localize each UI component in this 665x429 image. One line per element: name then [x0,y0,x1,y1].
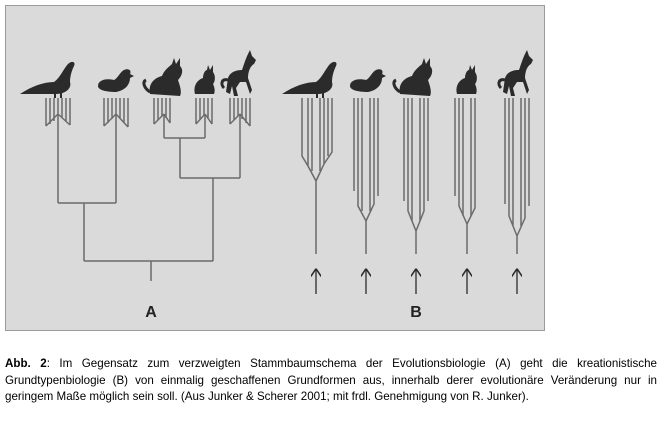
small-cat-icon [194,65,214,94]
cat-icon [394,58,432,96]
duck-icon [98,69,134,92]
lineages-b [302,98,529,254]
cat-icon [144,58,182,96]
lineage-horse [505,98,529,254]
lineage-small-cat [455,98,475,254]
duck-icon [350,69,386,92]
small-cat-icon [456,65,476,94]
bird-icon [20,62,75,98]
label-a: A [145,304,157,321]
lineage-bird [302,98,332,254]
bird-icon [282,62,337,98]
horse-icon [499,50,533,96]
fan-small-cat [196,98,212,124]
figure-panel [5,5,545,331]
figure-caption [5,356,657,406]
phylogeny-diagram [6,6,546,332]
horse-icon [222,50,256,96]
tree-a [46,98,250,281]
caption-prefix: Abb. 2 [5,357,47,370]
fan-cat [154,98,170,124]
lineage-cat [404,98,428,254]
lineage-duck [354,98,378,254]
arrows-b [316,270,517,294]
caption-text: : Im Gegensatz zum verzweigten Stammbaumschema der Evolutionsbiologie (A) geht die kreationistische Grundtypenbiologie (B) von einmalig geschaffenen Grundformen aus, innerhalb derer evolutionäre Veränderung nur in geringem Maße möglich sein soll. (Aus Junker & Scherer 2001; mit frdl. Genehmigung von R. Junker). [5,357,657,404]
label-b: B [410,304,422,321]
